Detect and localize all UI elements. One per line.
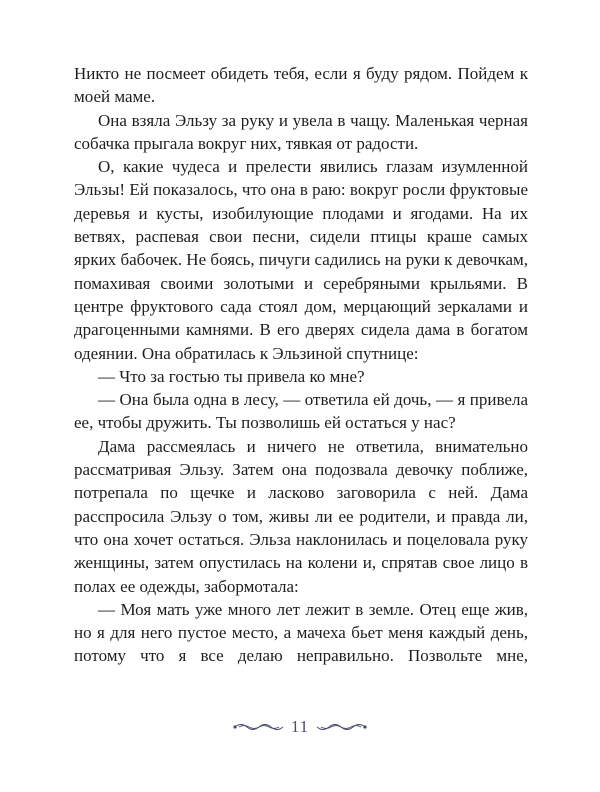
left-ornament-icon — [233, 720, 285, 734]
right-ornament-icon — [315, 720, 367, 734]
paragraph-4: — Что за гостью ты привела ко мне? — [98, 366, 365, 386]
paragraph-6: Дама рассмеялась и ничего не ответила, внимательно рассматривая Эльзу. Затем она подозвала девочку поближе, потрепала по щечке и ласково заговорила с ней. Дама расспросила Эльзу о том, живы ли ее родители, и правда ли, что она хочет остаться. Эльза наклонилась и поцеловала руку женщины, затем опустилась на колени и, спрятав свое лицо в полах ее одежды, забормотала: — [74, 436, 528, 596]
paragraph-1: Никто не посмеет обидеть тебя, если я буду рядом. Пойдем к моей маме. — [74, 64, 528, 107]
paragraph-7: — Моя мать уже много лет лежит в земле. Отец еще жив, но я для него пустое место, а мачеха бьет меня каждый день, потому что я все делаю неправильно. Позвольте мне, — [74, 599, 528, 666]
page-footer — [0, 712, 600, 742]
page-body-text — [74, 62, 528, 668]
paragraph-5: — Она была одна в лесу, — ответила ей дочь, — я привела ее, чтобы дружить. Ты позволишь ей остаться у нас? — [74, 390, 528, 433]
paragraph-2: Она взяла Эльзу за руку и увела в чащу. Маленькая черная собачка прыгала вокруг них, тявкая от радости. — [74, 110, 528, 153]
paragraph-3: О, какие чудеса и прелести явились глазам изумленной Эльзы! Ей показалось, что она в раю: вокруг росли фруктовые деревья и кусты, изобилующие плодами и ягодами. На их ветвях, распевая свои песни, сидели птицы краше самых ярких бабочек. Не боясь, пичуги садились на руки к девочкам, помахивая своими золотыми и серебряными крыльями. В центре фруктового сада стоял дом, мерцающий зеркалами и драгоценными камнями. В его дверях сидела дама в богатом одеянии. Она обратилась к Эльзиной спутнице: — [74, 157, 528, 363]
page-number: 11 — [290, 717, 310, 736]
